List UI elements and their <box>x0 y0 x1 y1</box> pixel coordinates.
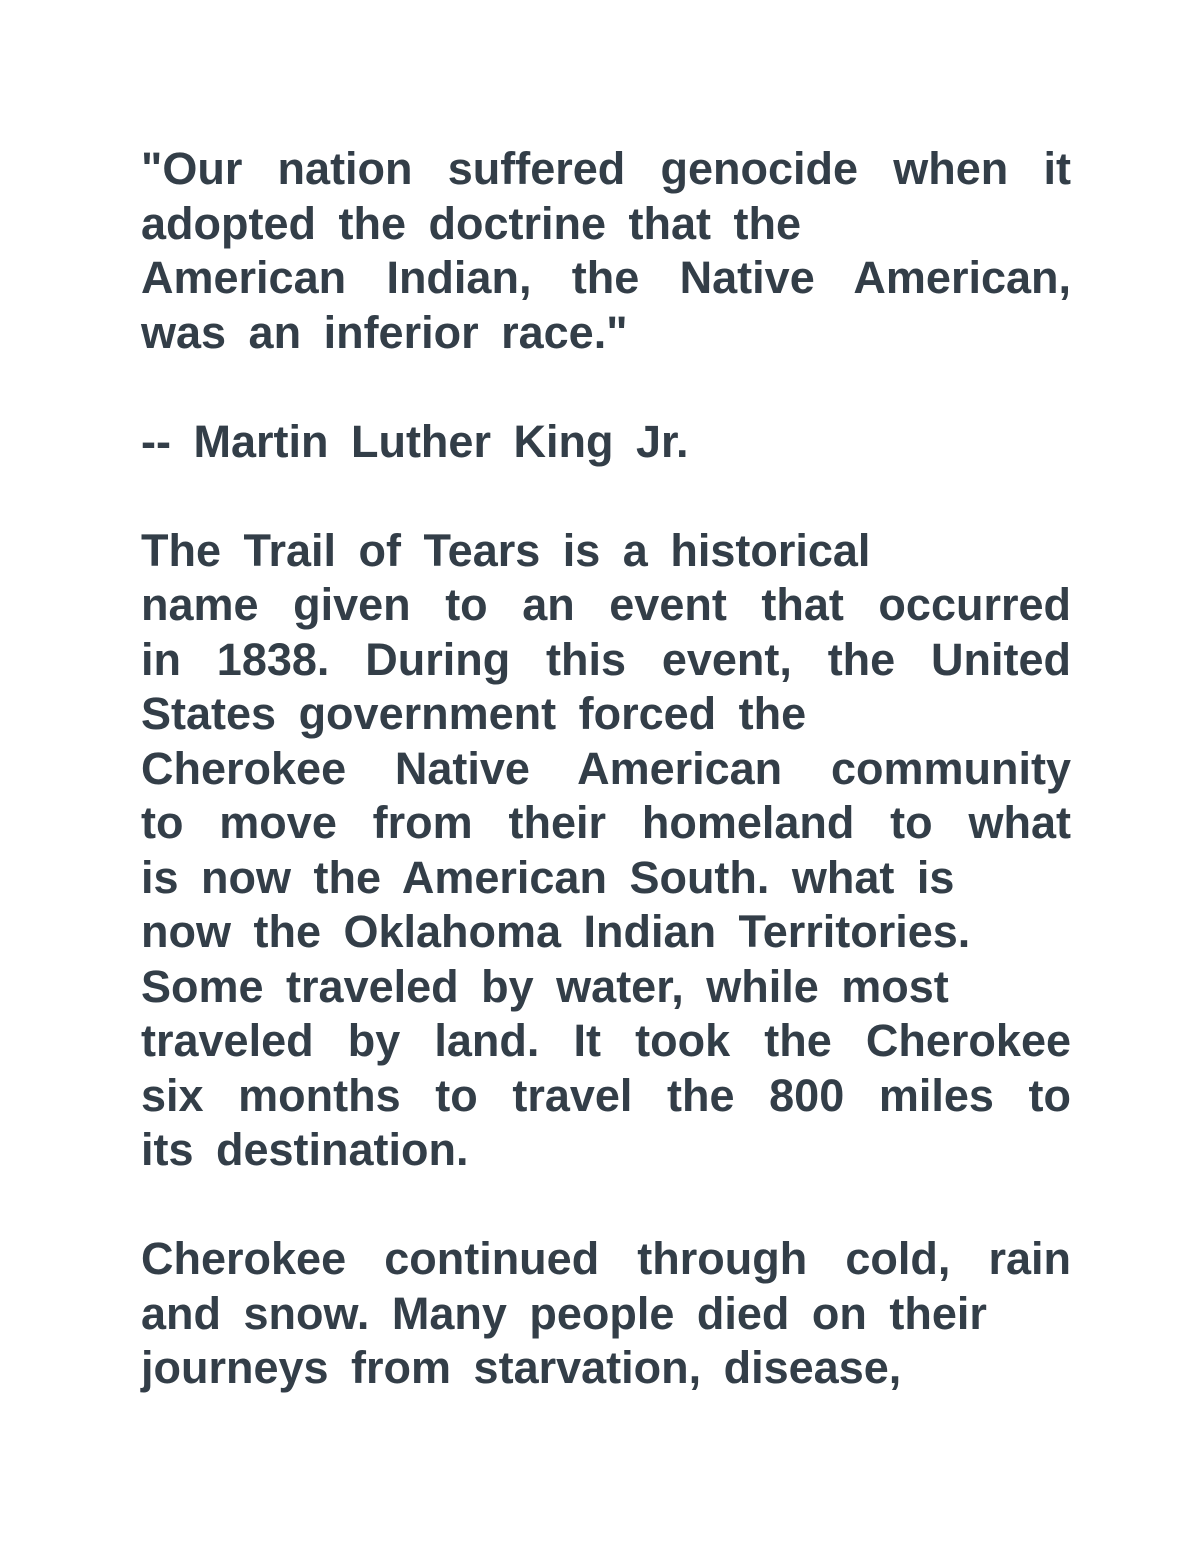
paragraph-line: The Trail of Tears is a historical <box>141 524 871 576</box>
paragraph-line: Cherokee Native American community <box>141 742 1071 794</box>
quote-line: was an inferior race." <box>141 306 628 358</box>
paragraph-line: Some traveled by water, while most <box>141 960 949 1012</box>
document-body <box>141 142 1071 1396</box>
paragraph-line: journeys from starvation, disease, <box>141 1342 902 1393</box>
blank-line <box>141 469 1071 524</box>
paragraph-trail-of-tears <box>141 524 1071 1178</box>
paragraph-line: States government forced the <box>141 688 807 739</box>
blank-line <box>141 360 1071 415</box>
paragraph-line: Cherokee continued through cold, rain <box>141 1233 1071 1284</box>
paragraph-line: in 1838. During this event, the United <box>141 633 1071 685</box>
paragraph-line: to move from their homeland to what <box>141 797 1071 848</box>
paragraph-line: is now the American South. what is <box>141 851 955 903</box>
quote-attribution: -- Martin Luther King Jr. <box>141 415 689 467</box>
quote-line: adopted the doctrine that the <box>141 197 802 249</box>
paragraph-line: name given to an event that occurred <box>141 579 1071 630</box>
quote-line: "Our nation suffered genocide when it <box>141 143 1071 194</box>
quote-block <box>141 142 1071 360</box>
paragraph-line: traveled by land. It took the Cherokee <box>141 1015 1071 1066</box>
blank-line <box>141 1178 1071 1233</box>
paragraph-line: now the Oklahoma Indian Territories. <box>141 906 971 957</box>
quote-line: American Indian, the Native American, <box>141 252 1071 303</box>
paragraph-cherokee-journey <box>141 1232 1071 1396</box>
paragraph-line: and snow. Many people died on their <box>141 1287 987 1339</box>
paragraph-line: six months to travel the 800 miles to <box>141 1069 1071 1121</box>
paragraph-line: its destination. <box>141 1124 469 1175</box>
